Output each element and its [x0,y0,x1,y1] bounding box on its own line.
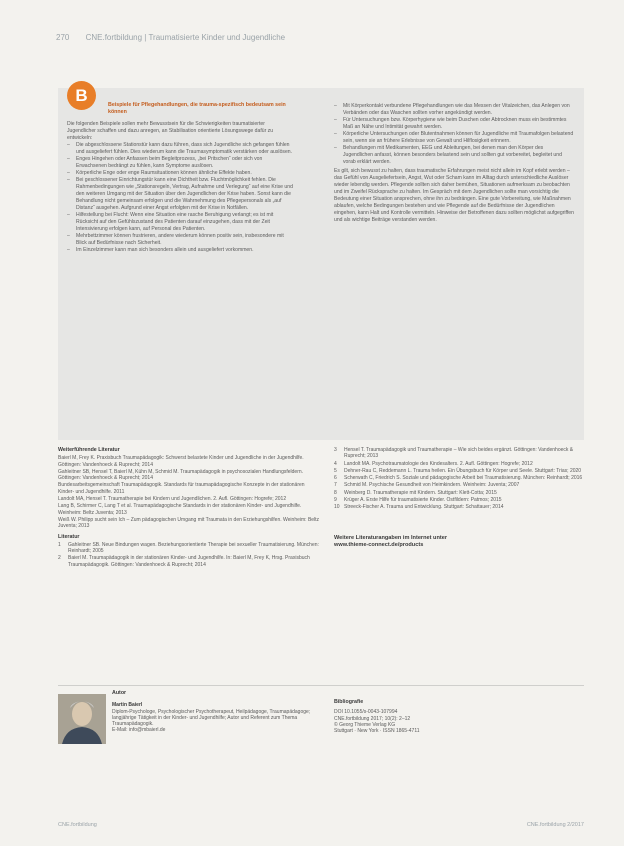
numbered-reference [334,447,584,460]
box-right-body: Es gilt, sich bewusst zu halten, dass traumatische Erfahrungen meist nicht allein im Kopf erlebt werden – das Gefühl von Ausgeliefertsein, Angst, Wut oder Scham kann im Alltag durch unterschiedliche Auslöser wieder lebendig werden. Pflegende sollten sich daher bemühen, Situationen aufmerksam zu beobachten und im Zweifel Rücksprache zu halten. Im Gespräch mit dem Jugendlichen sollte man vorsichtig die Bedeutung einer Situation ansprechen, ohne ihn zu bedrängen. Eine gute Vorbereitung, wie Maßnahmen ablaufen, welche Bedingungen bestehen und wie Pflegende auf die Bedürfnisse der Jugendlichen eingehen, kann Halt und Kontrolle vermitteln. Hinweise der Betroffenen dazu sollten möglichst aufgegriffen und als wichtige Beiträge verstanden werden. [334,168,574,223]
further-reading [58,447,320,569]
reference-number: 10 [334,504,340,511]
reference-text: Scherwath C, Friedrich S. Soziale und pädagogische Arbeit bei Traumatisierung. München: Reinhardt; 2016 [344,475,583,482]
box-intro: Die folgenden Beispiele sollen mehr Bewusstsein für die Schwierigkeiten traumatisierter Jugendlicher schaffen und dazu anregen, an Stabilisation orientierte Lösungswege dafür zu entwickeln: [67,121,274,141]
numbered-reference [334,504,584,510]
reference-text: Hensel T. Traumapädagogik und Traumatherapie – Wie sich beides ergänzt. Göttingen: Vandenhoeck & Ruprecht; 2013 [344,447,574,460]
bibliography-line: DOI 10.1055/s-0043-107994 [334,709,398,716]
reference-number: 7 [334,482,337,489]
reference-entry: Bundesarbeitsgemeinschaft Traumapädagogik. Standards für traumapädagogische Konzepte in der stationären Kinder- und Jugendhilfe. 2011 [58,482,305,495]
online-note-link[interactable]: www.thieme-connect.de/products [334,541,424,548]
box-letter-badge: B [67,81,96,110]
numbered-reference [334,490,584,496]
reference-text: Landolt MA. Psychotraumatologie des Kindesalters. 2. Aufl. Göttingen: Hogrefe; 2012 [344,460,533,467]
reference-text: Dehner-Rau C, Reddemann L. Trauma heilen. Ein Übungsbuch für Körper und Seele. Stuttgart: Trias; 2020 [344,467,582,474]
page-number: 270 [56,33,70,42]
bibliography-line: CNE.fortbildung 2017; 10(2): 2–12 [334,715,411,722]
numbered-reference [334,475,584,481]
box-left-column [67,121,293,254]
running-header [56,33,285,42]
reference-text: Schmid M. Psychische Gesundheit von Heimkindern. Weinheim: Juventa; 2007 [344,482,520,489]
bullet-item: – Mit Körperkontakt verbundene Pflegehandlungen wie das Messen der Vitalzeichen, das Anlegen von Verbänden oder das Waschen sollten vorher angekündigt werden. [334,103,574,117]
reference-number: 9 [334,497,337,504]
box-title-area [100,102,300,116]
reference-number: 3 [334,447,337,453]
reference-entry: Weiß W. Philipp sucht sein Ich – Zum pädagogischen Umgang mit Traumata in den Erziehungshilfen. Weinheim: Beltz Juventa; 2013 [58,516,320,530]
bullet-item: – Behandlungen mit Medikamenten, EEG und Ableitungen, bei denen man den Körper des Jugendlichen anfasst, können besonders belastend sein und sollten gut vorbereitet, begleitet und vorab erklärt werden. [334,145,574,166]
online-note [334,535,584,549]
bullet-item: – Mehrbettzimmer können frustrieren, andere wiederum können positiv sein, insbesondere mit Blick auf Bedürfnisse nach Sicherheit. [67,233,293,247]
author-label: Autor [112,690,127,696]
bullet-item: – Bei geschlossener Einrichtungstür kann eine Dichtheit bzw. Fluchtmöglichkeit fehlen. Die Rahmenbedingungen wie „Stationsregeln, Vertrag, Aufnahme und Verlegung“ auf eine Krise und den weiteren Umgang mit der Situation über den Jugendlichen der Krise haben. Sonst kann die Behandlung nicht gemeinsam erfolgen und die Wahrnehmung des Pflegepersonals als „auf Distanz“ ausgehen. Aufgrund einer Angst erfolgten mit der Krise in Notfällen. [67,177,293,212]
reference-number: 8 [334,489,337,496]
numbered-reference [334,497,584,503]
numbered-reference [334,468,584,474]
reference-text: Krüger A. Erste Hilfe für traumatisierte Kinder. Ostfildern: Patmos; 2015 [344,497,502,504]
reference-entry: Gahleitner SB, Hensel T, Baierl M, Kühn M, Schmid M. Traumapädagogik in psychosozialen Handlungsfeldern. Göttingen: Vandenhoeck & Ruprecht; 2014 [58,468,304,482]
bibliography-line: Stuttgart · New York · ISSN 1865-4711 [334,728,420,735]
author-email[interactable]: E-Mail: info@mbaierl.de [112,727,166,734]
online-note-line1: Weitere Literaturangaben im Internet unter [334,534,448,541]
bibliography-label: Bibliografie [334,699,364,705]
reference-text: Streeck-Fischer A. Trauma und Entwicklung. Stuttgart: Schattauer; 2014 [344,504,504,511]
numbered-reference [334,482,584,488]
reference-text: Weinberg D. Traumatherapie mit Kindern. Stuttgart: Klett-Cotta; 2015 [344,489,497,496]
author-section [112,690,312,734]
bullet-item: – Für Untersuchungen bzw. Körperhygiene wie beim Duschen oder Abtrocknen muss ein bestimmtes Maß an Nähe und Intimität gewahrt werden. [334,117,574,131]
bullet-item: – Im Einzelzimmer kann man sich besonders allein und ausgeliefert vorkommen. [67,247,293,254]
author-name: Martin Baierl [112,702,143,709]
numbered-reference [58,542,320,555]
reference-number: 2 [58,555,61,562]
box-right-list [334,103,574,166]
bullet-item: – Körperliche Untersuchungen oder Blutentnahmen können für Jugendliche mit Traumafolgen belastend sein, wenn sie an frühere Erlebnisse von Gewalt und Hilflosigkeit erinnern. [334,131,574,145]
numbered-reference [58,555,320,568]
bullet-item: – Hilfestellung bei Flucht: Wenn eine Situation eine rasche Beruhigung verlangt; es ist mit Rücksicht auf den Gefühlszustand des Patienten darauf einzugehen, dass mit der Zeit Intensivierung erfolgen kann, auf Personal des Patienten. [67,212,293,233]
reference-text: Baierl M. Traumapädagogik in der stationären Kinder- und Jugendhilfe. In: Baierl M, Frey K, Hrsg. Praxisbuch Traumapädagogik. Göttingen: Vandenhoeck & Ruprecht; 2014 [68,555,310,568]
literature-heading: Literatur [58,533,80,540]
reference-number: 5 [334,467,337,474]
bullet-item: – Enges Hingehen oder Anfassen beim Begleitprozess, „bei Pritschen“ oder sich von Erwachsenen bedrängt zu fühlen, kann Symptome auslösen. [67,156,293,170]
reference-number: 1 [58,541,61,548]
literature-right-column [334,447,584,549]
bullet-item: – Körperliche Enge oder enge Raumsituationen können ähnliche Effekte haben. [67,170,293,177]
bibliography-line: © Georg Thieme Verlag KG [334,721,396,728]
reference-number: 6 [334,475,337,482]
reference-entry: Baierl M, Frey K. Praxisbuch Traumapädagogik: Schwerst belastete Kinder und Jugendliche in der Jugendhilfe. Göttingen: Vandenhoeck & Ruprecht; 2014 [58,455,304,468]
reference-number: 4 [334,460,337,467]
reference-text: Gahleitner SB. Neue Bindungen wagen. Beziehungsorientierte Therapie bei sexueller Traumatisierung. München: Reinhardt; 2005 [68,541,319,555]
box-title: Beispiele für Pflegehandlungen, die trauma-spezifisch bedeutsam sein können [108,102,286,115]
numbered-reference [334,461,584,467]
box-left-list [67,142,293,254]
bullet-item: – Die abgeschlossene Stationstür kann dazu führen, dass sich Jugendliche sich gefangen fühlen und ausgeliefert fühlen. Dies wiederum kann die Traumasymptomatik verstärken oder auslösen. [67,142,293,156]
footer-right: CNE.fortbildung 2/2017 [526,822,584,828]
reference-entry: Lang B, Schirmer C, Lang T et al. Traumapädagogische Standards in der stationären Kinder- und Jugendhilfe. Weinheim: Beltz Juventa; 2013 [58,503,302,516]
author-photo [58,694,106,744]
header-title: CNE.fortbildung | Traumatisierte Kinder und Jugendliche [85,33,286,42]
reference-entry: Landolt MA, Hensel T. Traumatherapie bei Kindern und Jugendlichen. 2. Aufl. Göttingen: Hogrefe; 2012 [58,496,287,503]
bibliography-section [334,699,574,734]
further-reading-heading: Weiterführende Literatur [58,447,120,453]
author-bio: Diplom-Psychologe, Psychologischer Psychotherapeut, Heilpädagoge, Traumapädagoge; langjährige Tätigkeit in der Kinder- und Jugendhilfe; Autor und Referent zum Thema Traumapädagogik. [112,708,311,728]
footer-left: CNE.fortbildung [58,822,97,828]
box-right-column [334,103,574,224]
section-divider [58,685,584,686]
